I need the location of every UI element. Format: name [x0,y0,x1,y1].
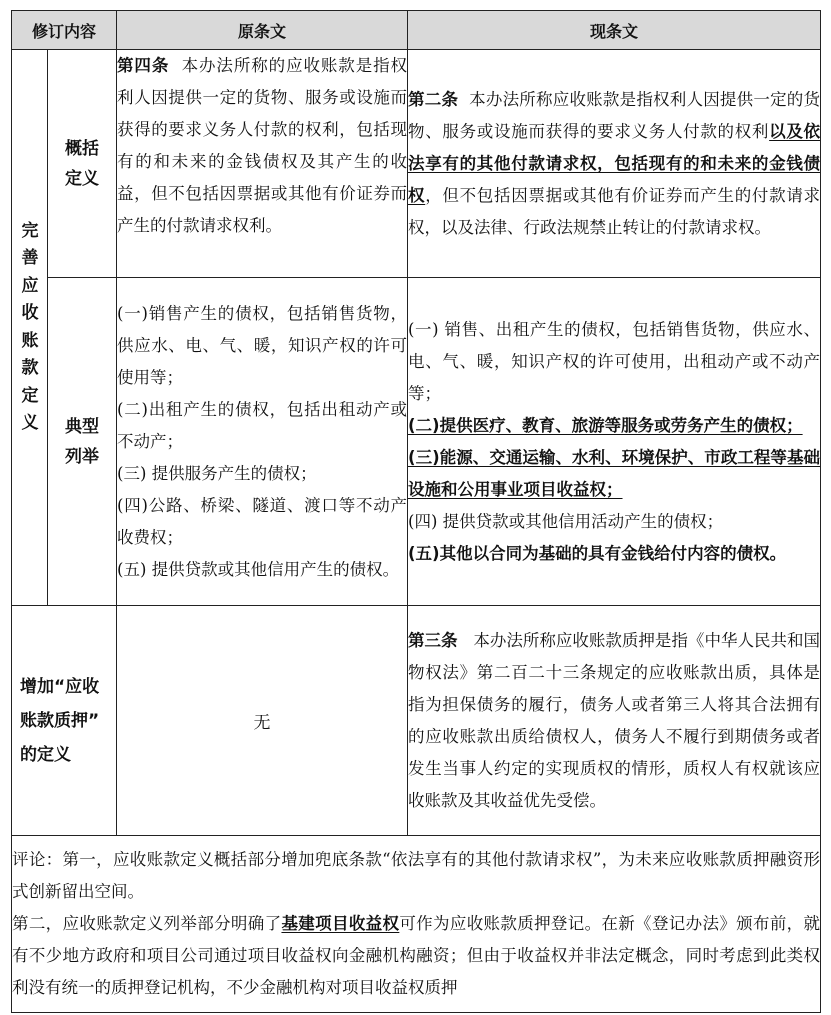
pledge-original-cell: 无 [117,606,408,836]
examples-label-line1: 典型 [65,416,99,437]
general-current-cell [408,50,821,278]
original-example-2: (二)出租产生的债权，包括出租动产或不动产； [117,399,408,451]
pledge-current-cell [408,606,821,836]
review-paragraph-1: 第一，应收账款定义概括部分增加兜底条款“依法享有的其他付款请求权”，为未来应收账款质押融资形式创新留出空间。 [12,850,821,901]
row-general-definition [12,50,821,278]
general-label-line1: 概括 [65,138,99,159]
original-example-4: (四)公路、桥梁、隧道、渡口等不动产收费权； [117,495,408,547]
original-article-number: 第四条 [117,56,170,75]
pledge-article-text: 本办法所称应收账款质押是指《中华人民共和国物权法》第二百二十三条规定的应收账款出质，具体是指为担保债务的履行，债务人或者第三人将其合法拥有的应收账款出质给债权人，债务人不履行到期债务或者发生当事人约定的实现质权的情形，质权人有权就该应收账款及其收益优先受偿。 [408,630,821,810]
current-example-2: (二)提供医疗、教育、旅游等服务或劳务产生的债权； [408,415,803,435]
current-article-text-2: ，但不包括因票据或其他有价证券而产生的付款请求权，以及法律、行政法规禁止转让的付款请求权。 [408,185,821,237]
review-paragraph-2-start: 第二，应收账款定义列举部分明确了 [12,914,282,933]
original-article-text: 本办法所称的应收账款是指权利人因提供一定的货物、服务或设施而获得的要求义务人付款的权利，包括现有的和未来的金钱债权及其产生的收益，但不包括因票据或其他有价证券而产生的付款请求权利。 [117,56,408,235]
row-typical-examples [12,278,821,606]
review-label: 评论： [12,850,63,869]
table-header-row [12,11,821,50]
current-article-text-1: 本办法所称应收账款是指权利人因提供一定的货物、服务或设施而获得的要求义务人付款的权利 [408,89,821,141]
row-review [12,836,821,1013]
current-example-5: (五)其他以合同为基础的具有金钱给付内容的债权。 [408,543,787,563]
original-example-1: (一)销售产生的债权，包括销售货物，供应水、电、气、暖，知识产权的许可使用等； [117,303,408,387]
review-emphasis-project-revenue: 基建项目收益权 [281,914,400,933]
current-example-4: (四) 提供贷款或其他信用活动产生的债权； [408,511,724,531]
pledge-label-line2: 账款质押” [20,710,100,731]
current-article-number: 第二条 [408,89,459,109]
header-revision-content: 修订内容 [12,11,117,50]
row-pledge-definition [12,606,821,836]
current-example-3: (三)能源、交通运输、水利、环境保护、市政工程等基础设施和公用事业项目收益权； [408,447,821,499]
general-original-cell [117,50,408,278]
pledge-label-line1: 增加“应收 [20,676,100,697]
original-example-3: (三) 提供服务产生的债权； [117,463,317,483]
current-example-1: (一) 销售、出租产生的债权，包括销售货物，供应水、电、气、暖，知识产权的许可使用，出租动产或不动产等； [408,319,821,403]
original-example-5: (五) 提供贷款或其他信用产生的债权。 [117,559,400,579]
review-cell [12,836,821,1013]
group-label-cell [12,50,48,606]
examples-original-cell [117,278,408,606]
examples-label-line2: 列举 [65,446,99,467]
general-label-cell [48,50,117,278]
pledge-label-cell [12,606,117,836]
pledge-label-line3: 的定义 [20,744,71,765]
review-paragraph-2-rest: 可作为应收账款质押登记。在新《登记办法》颁布前，就有不少地方政府和项目公司通过项目收益权向金融机构融资；但由于收益权并非法定概念，同时考虑到此类权利没有统一的质押登记机构，不少金融机构对项目收益权质押 [12,914,821,997]
header-current-article: 现条文 [408,11,821,50]
examples-label-cell [48,278,117,606]
pledge-article-number: 第三条 [408,630,458,650]
current-article-emphasis: 以及依法享有的其他付款请求权，包括现有的和未来的金钱债权 [408,121,821,205]
examples-current-cell [408,278,821,606]
general-label-line2: 定义 [65,168,99,189]
header-original-article: 原条文 [117,11,408,50]
revision-comparison-table [11,10,821,1013]
group-label: 完善应收账款定义 [21,220,39,433]
